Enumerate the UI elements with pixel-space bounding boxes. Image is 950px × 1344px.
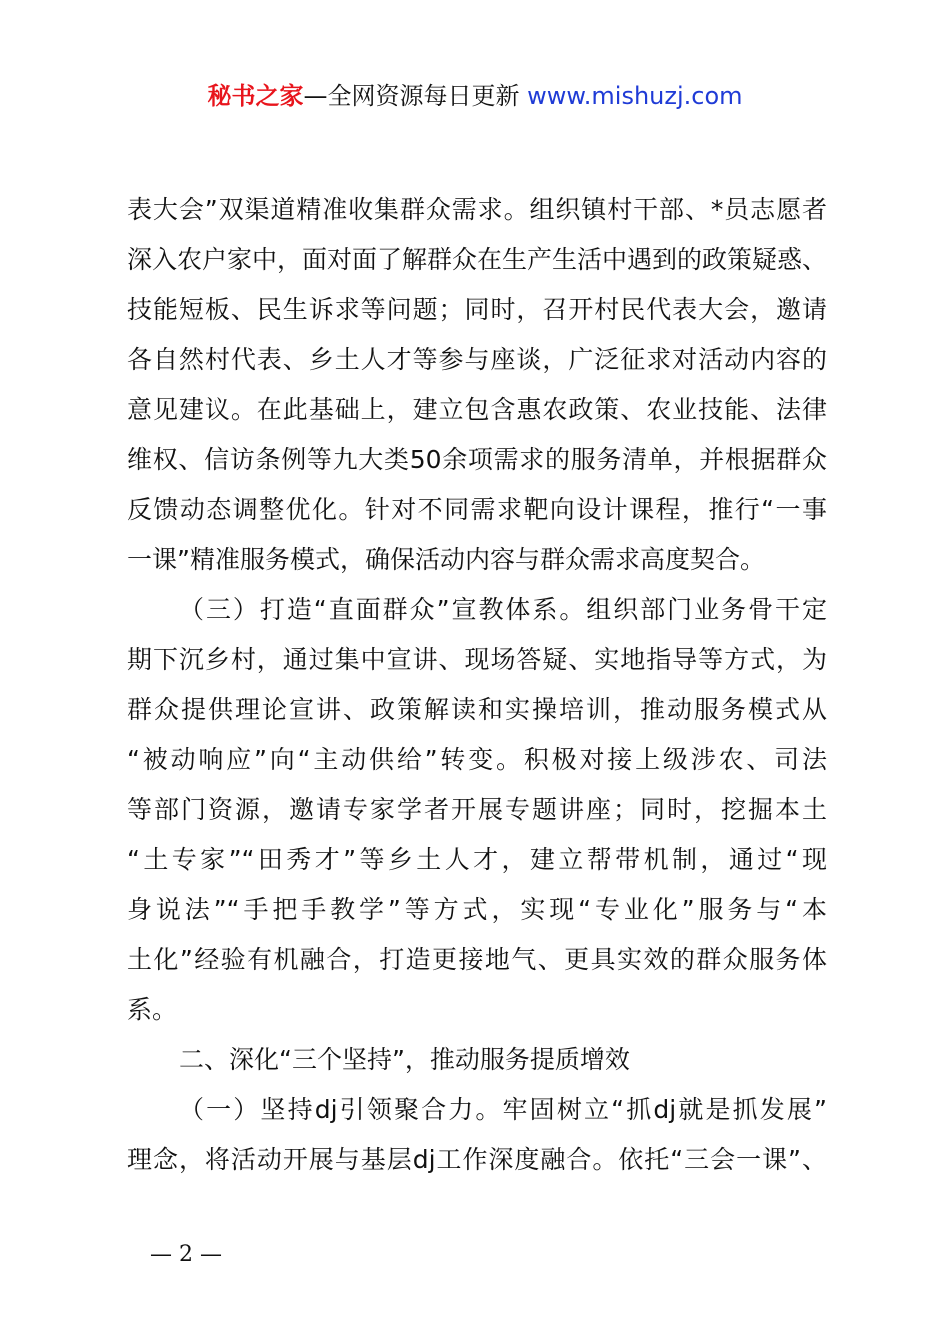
section-heading: 二、深化“三个坚持”，推动服务提质增效 <box>179 1045 630 1074</box>
text-line: 各自然村代表、乡土人才等参与座谈，广泛征求对活动内容的 <box>127 345 827 374</box>
text-line: 等部门资源，邀请专家学者开展专题讲座；同时，挖掘本土 <box>127 795 827 824</box>
text-line: 身说法”“手把手教学”等方式，实现“专业化”服务与“本 <box>127 895 827 924</box>
paragraph <box>127 1085 827 1185</box>
text-line: 维权、信访条例等九大类50余项需求的服务清单，并根据群众 <box>127 445 827 474</box>
page-number: — 2 — <box>150 1242 222 1267</box>
header-url-link[interactable]: www.mishuzj.com <box>527 82 743 110</box>
text-line: “被动响应”向“主动供给”转变。积极对接上级涉农、司法 <box>127 745 827 774</box>
text-line: 意见建议。在此基础上，建立包含惠农政策、农业技能、法律 <box>127 395 827 424</box>
paragraph <box>127 185 827 585</box>
text-line: 土化”经验有机融合，打造更接地气、更具实效的群众服务体 <box>127 945 827 974</box>
text-line: 表大会”双渠道精准收集群众需求。组织镇村干部、*员志愿者 <box>127 195 827 224</box>
text-line: 群众提供理论宣讲、政策解读和实操培训，推动服务模式从 <box>127 695 827 724</box>
text-line: 反馈动态调整优化。针对不同需求靶向设计课程，推行“一事 <box>127 495 827 524</box>
brand-name: 秘书之家 <box>207 82 304 110</box>
header-slogan: —全网资源每日更新 <box>303 82 528 110</box>
text-line: 系。 <box>127 995 178 1024</box>
page-header <box>0 80 950 112</box>
document-body <box>127 185 827 1185</box>
text-line: 期下沉乡村，通过集中宣讲、现场答疑、实地指导等方式，为 <box>127 645 827 674</box>
text-line: 深入农户家中，面对面了解群众在生产生活中遇到的政策疑惑、 <box>127 245 828 274</box>
paragraph <box>127 585 827 1035</box>
text-line: 一课”精准服务模式，确保活动内容与群众需求高度契合。 <box>127 545 765 574</box>
text-line: 理念，将活动开展与基层dj工作深度融合。依托“三会一课”、 <box>127 1145 827 1174</box>
text-line: （一）坚持dj引领聚合力。牢固树立“抓dj就是抓发展” <box>179 1095 827 1124</box>
text-line: 技能短板、民生诉求等问题；同时，召开村民代表大会，邀请 <box>127 295 827 324</box>
text-line: （三）打造“直面群众”宣教体系。组织部门业务骨干定 <box>179 595 827 624</box>
text-line: “土专家”“田秀才”等乡土人才，建立帮带机制，通过“现 <box>127 845 827 874</box>
